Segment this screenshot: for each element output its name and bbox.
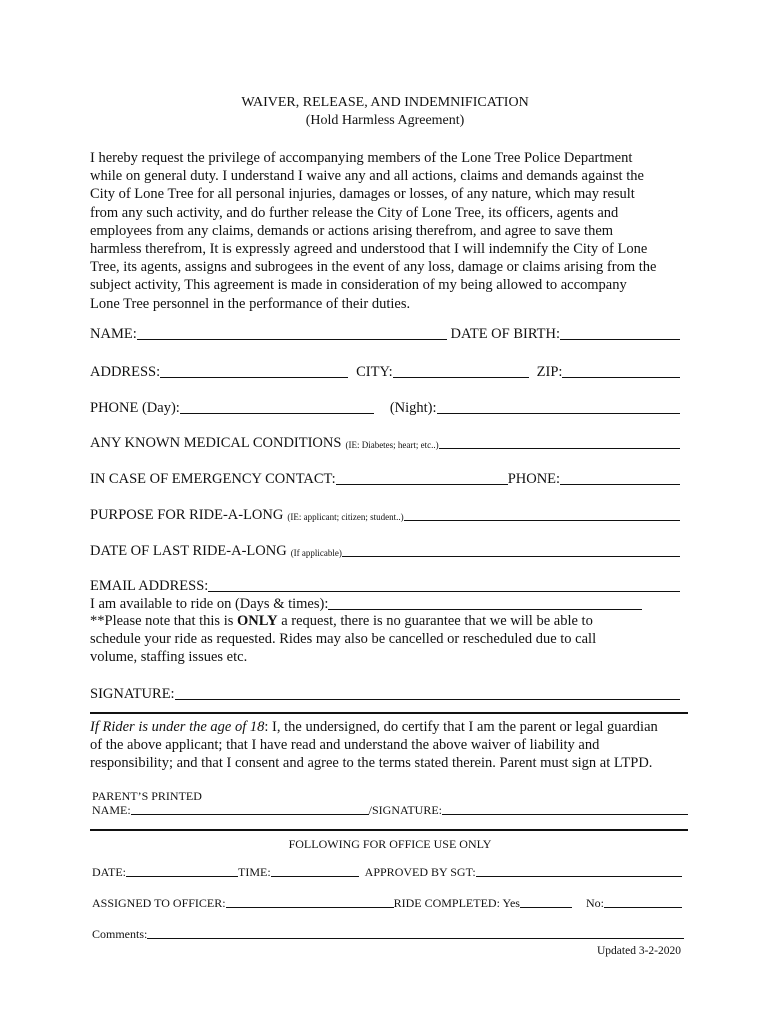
waiver-line: harmless therefrom, It is expressly agreed and understood that I will indemnify the City of Lone [90, 241, 648, 258]
minor-line: responsibility; and that I consent and agree to the terms stated therein. Parent must sign at LTPD. [90, 755, 653, 772]
signature-row [90, 683, 680, 703]
last-ride-hint: (If applicable) [290, 548, 342, 558]
address-label: ADDRESS: [90, 364, 161, 380]
minor-line: If Rider is under the age of 18: I, the undersigned, do certify that I am the parent or legal guardian [90, 719, 658, 735]
comments-field[interactable] [147, 938, 684, 939]
approved-label: APPROVED BY SGT: [364, 865, 476, 879]
availability-label: I am available to ride on (Days & times): [90, 596, 329, 612]
assigned-field[interactable] [226, 907, 394, 908]
minor-emphasis: If Rider is under the age of 18 [90, 719, 265, 735]
address-field[interactable] [160, 377, 348, 378]
form-title: WAIVER, RELEASE, AND INDEMNIFICATION [241, 95, 529, 110]
email-row [90, 575, 680, 595]
availability-row [90, 593, 642, 613]
waiver-line: subject activity, This agreement is made in consideration of my being allowed to accompany [90, 277, 627, 294]
name-row [90, 323, 680, 343]
note-line: volume, staffing issues etc. [90, 649, 248, 666]
form-subtitle: (Hold Harmless Agreement) [305, 113, 465, 128]
office-header: FOLLOWING FOR OFFICE USE ONLY [288, 837, 492, 851]
address-row [90, 361, 680, 381]
waiver-line: while on general duty. I understand I waive any and all actions, claims and demands against the [90, 168, 644, 185]
waiver-paragraph [90, 149, 690, 313]
parent-name-field[interactable] [131, 814, 369, 815]
email-field[interactable] [208, 591, 680, 592]
parent-signature-label: /SIGNATURE: [368, 803, 443, 817]
phone-row [90, 397, 680, 417]
name-field[interactable] [137, 339, 447, 340]
parent-name-label: NAME: [92, 803, 131, 817]
completed-no-field[interactable] [604, 907, 682, 908]
completed-label: RIDE COMPLETED: Yes [393, 896, 520, 910]
medical-label: ANY KNOWN MEDICAL CONDITIONS [90, 435, 342, 451]
minor-line: of the above applicant; that I have read and understand the above waiver of liability and [90, 737, 600, 754]
purpose-label: PURPOSE FOR RIDE-A-LONG [90, 507, 284, 523]
comments-row [92, 926, 684, 942]
signature-label: SIGNATURE: [90, 686, 175, 702]
minor-paragraph [90, 718, 690, 773]
emergency-phone-label: PHONE: [507, 471, 561, 487]
purpose-field[interactable] [404, 520, 680, 521]
phone-day-field[interactable] [180, 413, 374, 414]
office-time-label: TIME: [238, 865, 271, 879]
emergency-label: IN CASE OF EMERGENCY CONTACT: [90, 471, 336, 487]
purpose-hint: (IE: applicant; citizen; student..) [287, 512, 404, 522]
zip-field[interactable] [562, 377, 680, 378]
phone-night-label: (Night): [389, 400, 437, 416]
waiver-line: Lone Tree personnel in the performance of their duties. [90, 295, 411, 312]
note-paragraph [90, 612, 690, 667]
zip-label: ZIP: [536, 364, 563, 380]
emergency-field[interactable] [336, 484, 508, 485]
availability-field[interactable] [328, 609, 642, 610]
parent-row [92, 802, 688, 818]
signature-field[interactable] [175, 699, 680, 700]
medical-field[interactable] [439, 448, 680, 449]
waiver-line: from any such activity, and do further release the City of Lone Tree, its officers, agents and [90, 204, 619, 221]
waiver-line: Tree, its agents, assigns and subrogees in the event of any loss, damage or claims arising from the [90, 259, 657, 276]
purpose-row [90, 504, 680, 524]
medical-hint: (IE: Diabetes; heart; etc..) [345, 440, 439, 450]
name-label: NAME: [90, 326, 137, 342]
phone-night-field[interactable] [437, 413, 680, 414]
office-date-label: DATE: [92, 865, 126, 879]
office-date-row [92, 864, 682, 880]
completed-yes-field[interactable] [520, 907, 572, 908]
medical-row [90, 432, 680, 452]
parent-signature-field[interactable] [442, 814, 688, 815]
parent-printed-label: PARENT’S PRINTED [92, 789, 202, 803]
emergency-phone-field[interactable] [560, 484, 680, 485]
last-ride-field[interactable] [342, 556, 680, 557]
dob-label: DATE OF BIRTH: [450, 326, 560, 342]
waiver-line: I hereby request the privilege of accompanying members of the Lone Tree Police Department [90, 150, 633, 166]
waiver-line: employees from any claims, demands or actions arising therefrom, and agree to save them [90, 222, 614, 239]
assigned-label: ASSIGNED TO OFFICER: [92, 896, 226, 910]
office-date-field[interactable] [126, 876, 238, 877]
completed-no-label: No: [585, 896, 604, 910]
city-label: CITY: [356, 364, 393, 380]
emergency-row [90, 468, 680, 488]
phone-day-label: PHONE (Day): [90, 400, 180, 416]
waiver-line: City of Lone Tree for all personal injuries, damages or losses, of any nature, which may result [90, 186, 635, 203]
comments-label: Comments: [92, 927, 148, 941]
office-time-field[interactable] [271, 876, 359, 877]
email-label: EMAIL ADDRESS: [90, 578, 209, 594]
office-assign-row [92, 895, 682, 911]
section-divider [90, 712, 688, 714]
office-divider [90, 829, 688, 831]
note-line: schedule your ride as requested. Rides may also be cancelled or rescheduled due to call [90, 631, 597, 648]
note-emphasis: ONLY [237, 613, 278, 629]
approved-field[interactable] [476, 876, 682, 877]
last-ride-label: DATE OF LAST RIDE-A-LONG [90, 543, 287, 559]
updated-date: Updated 3-2-2020 [597, 945, 681, 957]
dob-field[interactable] [560, 339, 680, 340]
note-line: **Please note that this is ONLY a request, there is no guarantee that we will be able to [90, 613, 593, 629]
city-field[interactable] [393, 377, 529, 378]
last-ride-row [90, 540, 680, 560]
